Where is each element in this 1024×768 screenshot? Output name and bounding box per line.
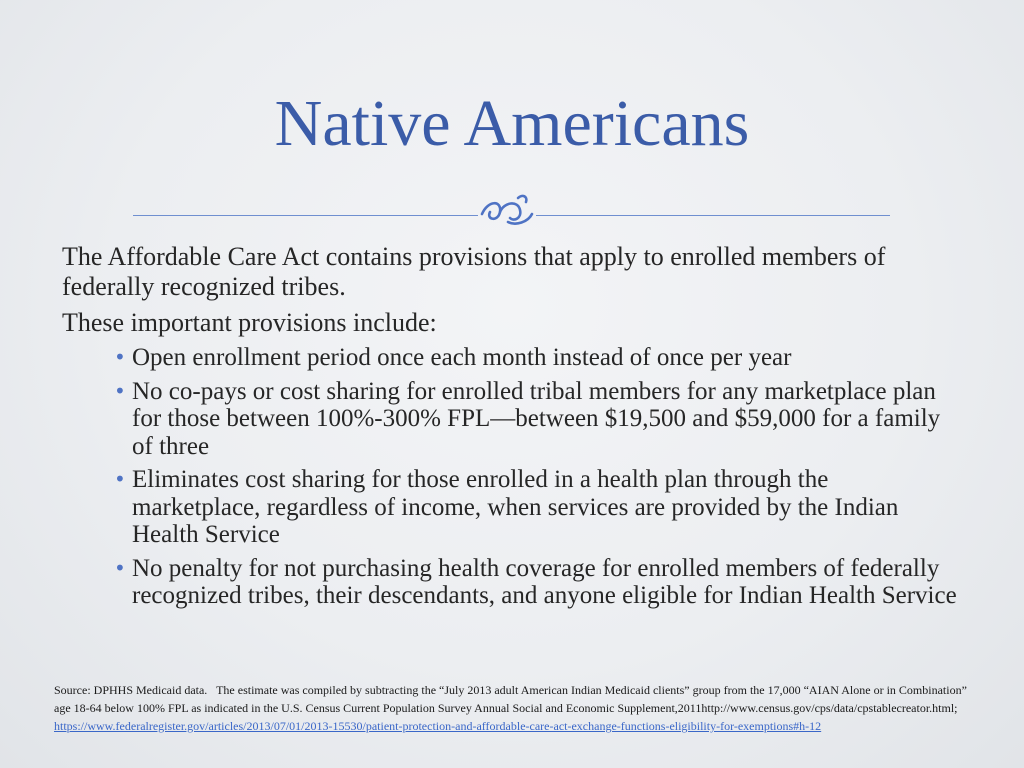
list-item	[114, 466, 962, 549]
provisions-list	[62, 344, 962, 610]
list-item-text: No co-pays or cost sharing for enrolled tribal members for any marketplace plan for those between 100%-300% FPL—between $19,500 and $59,000 for a family of three	[132, 377, 941, 460]
slide-title: Native Americans	[274, 87, 750, 160]
title-divider-left	[133, 215, 478, 216]
source-footnote	[54, 681, 984, 735]
provisions-lead: These important provisions include:	[62, 308, 437, 337]
list-item	[114, 554, 962, 610]
source-text: Source: DPHHS Medicaid data. The estimate was compiled by subtracting the “July 2013 adult American Indian Medicaid clients” group from the 17,000 “AIAN Alone or in Combination” age 18-64 below 100% FPL as indicated in the U.S. Census Current Population Survey Annual Social and Economic Supplement,2011http://www.census.gov/cps/data/cpstablecreator.html;	[54, 683, 967, 715]
bullet-icon: •	[114, 345, 126, 369]
source-link[interactable]: https://www.federalregister.gov/articles/2013/07/01/2013-15530/patient-protection-and-affordable-care-act-exchange-functions-eligibility-for-exemptions#h-12	[54, 719, 822, 733]
slide-body	[62, 242, 962, 616]
scroll-ornament-icon	[478, 192, 536, 232]
title-divider-right	[536, 215, 890, 216]
list-item-text: Eliminates cost sharing for those enrolled in a health plan through the marketplace, regardless of income, when services are provided by the Indian Health Service	[132, 466, 899, 548]
intro-paragraph: The Affordable Care Act contains provisions that apply to enrolled members of federally recognized tribes.	[62, 242, 886, 301]
bullet-icon: •	[114, 555, 126, 580]
list-item	[114, 344, 962, 372]
bullet-icon: •	[114, 378, 126, 403]
bullet-icon: •	[114, 467, 126, 491]
list-item-text: Open enrollment period once each month instead of once per year	[132, 344, 792, 371]
list-item	[114, 377, 962, 461]
list-item-text: No penalty for not purchasing health coverage for enrolled members of federally recognized tribes, their descendants, and anyone eligible for Indian Health Service	[132, 554, 957, 609]
